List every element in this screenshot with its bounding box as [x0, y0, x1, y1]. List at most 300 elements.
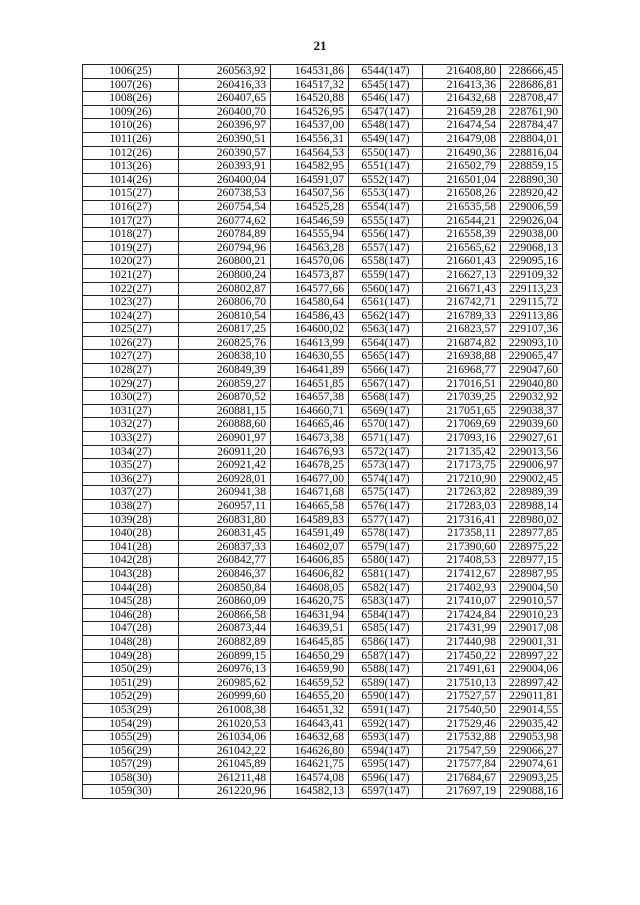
- point-id-cell: 6556(147): [349, 228, 423, 242]
- x-coordinate-cell: 261045,89: [179, 758, 271, 772]
- point-id-cell: 1031(27): [83, 404, 179, 418]
- table-row: [83, 595, 563, 609]
- x-coordinate-cell: 216508,26: [423, 187, 501, 201]
- y-coordinate-cell: 228997,22: [501, 649, 563, 663]
- table-row: [83, 92, 563, 106]
- point-id-cell: 1016(27): [83, 200, 179, 214]
- table-row: [83, 785, 563, 799]
- table-row: [83, 187, 563, 201]
- x-coordinate-cell: 260999,60: [179, 690, 271, 704]
- point-id-cell: 1047(28): [83, 622, 179, 636]
- x-coordinate-cell: 217069,69: [423, 418, 501, 432]
- y-coordinate-cell: 228890,30: [501, 173, 563, 187]
- table-row: [83, 377, 563, 391]
- table-row: [83, 323, 563, 337]
- point-id-cell: 1037(27): [83, 486, 179, 500]
- x-coordinate-cell: 216432,68: [423, 92, 501, 106]
- table-row: [83, 554, 563, 568]
- point-id-cell: 1026(27): [83, 336, 179, 350]
- x-coordinate-cell: 260899,15: [179, 649, 271, 663]
- point-id-cell: 1015(27): [83, 187, 179, 201]
- y-coordinate-cell: 164591,49: [271, 527, 349, 541]
- x-coordinate-cell: 260400,04: [179, 173, 271, 187]
- x-coordinate-cell: 260407,65: [179, 92, 271, 106]
- table-row: [83, 486, 563, 500]
- x-coordinate-cell: 260393,91: [179, 160, 271, 174]
- point-id-cell: 6589(147): [349, 676, 423, 690]
- x-coordinate-cell: 260806,70: [179, 296, 271, 310]
- point-id-cell: 6576(147): [349, 500, 423, 514]
- point-id-cell: 1019(27): [83, 241, 179, 255]
- table-row: [83, 622, 563, 636]
- x-coordinate-cell: 260849,39: [179, 364, 271, 378]
- x-coordinate-cell: 260985,62: [179, 676, 271, 690]
- y-coordinate-cell: 229010,23: [501, 608, 563, 622]
- x-coordinate-cell: 260825,76: [179, 336, 271, 350]
- y-coordinate-cell: 164665,46: [271, 418, 349, 432]
- point-id-cell: 6590(147): [349, 690, 423, 704]
- point-id-cell: 1040(28): [83, 527, 179, 541]
- y-coordinate-cell: 229107,36: [501, 323, 563, 337]
- y-coordinate-cell: 164665,58: [271, 500, 349, 514]
- x-coordinate-cell: 216823,57: [423, 323, 501, 337]
- point-id-cell: 6563(147): [349, 323, 423, 337]
- point-id-cell: 1041(28): [83, 540, 179, 554]
- x-coordinate-cell: 217263,82: [423, 486, 501, 500]
- y-coordinate-cell: 164651,85: [271, 377, 349, 391]
- point-id-cell: 1043(28): [83, 567, 179, 581]
- y-coordinate-cell: 228977,85: [501, 527, 563, 541]
- point-id-cell: 6593(147): [349, 731, 423, 745]
- coordinates-table: [82, 64, 563, 799]
- x-coordinate-cell: 216408,80: [423, 65, 501, 79]
- point-id-cell: 1024(27): [83, 309, 179, 323]
- x-coordinate-cell: 217316,41: [423, 513, 501, 527]
- y-coordinate-cell: 228980,02: [501, 513, 563, 527]
- y-coordinate-cell: 164582,95: [271, 160, 349, 174]
- point-id-cell: 6594(147): [349, 744, 423, 758]
- table-row: [83, 336, 563, 350]
- point-id-cell: 1038(27): [83, 500, 179, 514]
- x-coordinate-cell: 217283,03: [423, 500, 501, 514]
- table-row: [83, 105, 563, 119]
- table-row: [83, 418, 563, 432]
- point-id-cell: 1042(28): [83, 554, 179, 568]
- x-coordinate-cell: 261211,48: [179, 771, 271, 785]
- y-coordinate-cell: 164621,75: [271, 758, 349, 772]
- x-coordinate-cell: 216565,62: [423, 241, 501, 255]
- coordinates-table-body: [83, 65, 563, 799]
- point-id-cell: 6585(147): [349, 622, 423, 636]
- point-id-cell: 6566(147): [349, 364, 423, 378]
- x-coordinate-cell: 260866,58: [179, 608, 271, 622]
- table-row: [83, 65, 563, 79]
- point-id-cell: 6561(147): [349, 296, 423, 310]
- point-id-cell: 6587(147): [349, 649, 423, 663]
- y-coordinate-cell: 229006,59: [501, 200, 563, 214]
- y-coordinate-cell: 229027,61: [501, 432, 563, 446]
- y-coordinate-cell: 228686,81: [501, 78, 563, 92]
- point-id-cell: 1058(30): [83, 771, 179, 785]
- x-coordinate-cell: 216742,71: [423, 296, 501, 310]
- x-coordinate-cell: 260400,70: [179, 105, 271, 119]
- table-row: [83, 690, 563, 704]
- x-coordinate-cell: 216558,39: [423, 228, 501, 242]
- table-row: [83, 527, 563, 541]
- x-coordinate-cell: 216459,28: [423, 105, 501, 119]
- y-coordinate-cell: 229039,60: [501, 418, 563, 432]
- y-coordinate-cell: 228666,45: [501, 65, 563, 79]
- y-coordinate-cell: 164655,20: [271, 690, 349, 704]
- x-coordinate-cell: 217093,16: [423, 432, 501, 446]
- x-coordinate-cell: 260901,97: [179, 432, 271, 446]
- x-coordinate-cell: 260882,89: [179, 635, 271, 649]
- point-id-cell: 6567(147): [349, 377, 423, 391]
- table-row: [83, 472, 563, 486]
- point-id-cell: 6570(147): [349, 418, 423, 432]
- y-coordinate-cell: 229065,47: [501, 350, 563, 364]
- point-id-cell: 1045(28): [83, 595, 179, 609]
- x-coordinate-cell: 260888,60: [179, 418, 271, 432]
- point-id-cell: 6565(147): [349, 350, 423, 364]
- y-coordinate-cell: 229004,50: [501, 581, 563, 595]
- x-coordinate-cell: 260802,87: [179, 282, 271, 296]
- x-coordinate-cell: 260831,45: [179, 527, 271, 541]
- y-coordinate-cell: 164602,07: [271, 540, 349, 554]
- table-row: [83, 649, 563, 663]
- y-coordinate-cell: 164613,99: [271, 336, 349, 350]
- table-row: [83, 255, 563, 269]
- x-coordinate-cell: 217540,50: [423, 703, 501, 717]
- y-coordinate-cell: 164650,29: [271, 649, 349, 663]
- x-coordinate-cell: 216501,04: [423, 173, 501, 187]
- y-coordinate-cell: 229038,37: [501, 404, 563, 418]
- table-row: [83, 445, 563, 459]
- x-coordinate-cell: 217684,67: [423, 771, 501, 785]
- y-coordinate-cell: 164620,75: [271, 595, 349, 609]
- y-coordinate-cell: 229001,31: [501, 635, 563, 649]
- point-id-cell: 6578(147): [349, 527, 423, 541]
- point-id-cell: 1018(27): [83, 228, 179, 242]
- y-coordinate-cell: 228997,42: [501, 676, 563, 690]
- table-row: [83, 78, 563, 92]
- point-id-cell: 6588(147): [349, 663, 423, 677]
- y-coordinate-cell: 229053,98: [501, 731, 563, 745]
- x-coordinate-cell: 260859,27: [179, 377, 271, 391]
- table-row: [83, 635, 563, 649]
- point-id-cell: 1044(28): [83, 581, 179, 595]
- x-coordinate-cell: 217529,46: [423, 717, 501, 731]
- y-coordinate-cell: 229004,06: [501, 663, 563, 677]
- x-coordinate-cell: 260870,52: [179, 391, 271, 405]
- table-row: [83, 703, 563, 717]
- x-coordinate-cell: 217424,84: [423, 608, 501, 622]
- x-coordinate-cell: 217051,65: [423, 404, 501, 418]
- x-coordinate-cell: 260860,09: [179, 595, 271, 609]
- y-coordinate-cell: 228784,47: [501, 119, 563, 133]
- x-coordinate-cell: 217440,98: [423, 635, 501, 649]
- x-coordinate-cell: 217173,75: [423, 459, 501, 473]
- point-id-cell: 1056(29): [83, 744, 179, 758]
- table-row: [83, 160, 563, 174]
- y-coordinate-cell: 164676,93: [271, 445, 349, 459]
- y-coordinate-cell: 164537,00: [271, 119, 349, 133]
- table-row: [83, 228, 563, 242]
- y-coordinate-cell: 164657,38: [271, 391, 349, 405]
- point-id-cell: 6569(147): [349, 404, 423, 418]
- y-coordinate-cell: 164678,25: [271, 459, 349, 473]
- point-id-cell: 6597(147): [349, 785, 423, 799]
- x-coordinate-cell: 260846,37: [179, 567, 271, 581]
- y-coordinate-cell: 164570,06: [271, 255, 349, 269]
- y-coordinate-cell: 228920,42: [501, 187, 563, 201]
- y-coordinate-cell: 229011,81: [501, 690, 563, 704]
- point-id-cell: 1052(29): [83, 690, 179, 704]
- y-coordinate-cell: 229013,56: [501, 445, 563, 459]
- x-coordinate-cell: 216490,36: [423, 146, 501, 160]
- table-row: [83, 500, 563, 514]
- x-coordinate-cell: 216938,88: [423, 350, 501, 364]
- table-row: [83, 282, 563, 296]
- table-row: [83, 132, 563, 146]
- table-row: [83, 567, 563, 581]
- x-coordinate-cell: 216627,13: [423, 268, 501, 282]
- x-coordinate-cell: 260774,62: [179, 214, 271, 228]
- y-coordinate-cell: 164517,32: [271, 78, 349, 92]
- point-id-cell: 1008(26): [83, 92, 179, 106]
- x-coordinate-cell: 261220,96: [179, 785, 271, 799]
- table-row: [83, 758, 563, 772]
- y-coordinate-cell: 164582,13: [271, 785, 349, 799]
- x-coordinate-cell: 260396,97: [179, 119, 271, 133]
- x-coordinate-cell: 260390,51: [179, 132, 271, 146]
- table-row: [83, 608, 563, 622]
- x-coordinate-cell: 216479,08: [423, 132, 501, 146]
- point-id-cell: 6579(147): [349, 540, 423, 554]
- table-row: [83, 432, 563, 446]
- point-id-cell: 1053(29): [83, 703, 179, 717]
- x-coordinate-cell: 216968,77: [423, 364, 501, 378]
- y-coordinate-cell: 164643,41: [271, 717, 349, 731]
- x-coordinate-cell: 260838,10: [179, 350, 271, 364]
- point-id-cell: 1051(29): [83, 676, 179, 690]
- y-coordinate-cell: 164526,95: [271, 105, 349, 119]
- y-coordinate-cell: 164555,94: [271, 228, 349, 242]
- y-coordinate-cell: 228975,22: [501, 540, 563, 554]
- point-id-cell: 1006(25): [83, 65, 179, 79]
- x-coordinate-cell: 216789,33: [423, 309, 501, 323]
- table-row: [83, 241, 563, 255]
- y-coordinate-cell: 164626,80: [271, 744, 349, 758]
- y-coordinate-cell: 164591,07: [271, 173, 349, 187]
- point-id-cell: 1022(27): [83, 282, 179, 296]
- point-id-cell: 1020(27): [83, 255, 179, 269]
- y-coordinate-cell: 164645,85: [271, 635, 349, 649]
- y-coordinate-cell: 164563,28: [271, 241, 349, 255]
- table-row: [83, 404, 563, 418]
- y-coordinate-cell: 228708,47: [501, 92, 563, 106]
- point-id-cell: 6575(147): [349, 486, 423, 500]
- y-coordinate-cell: 228804,01: [501, 132, 563, 146]
- point-id-cell: 1032(27): [83, 418, 179, 432]
- point-id-cell: 6559(147): [349, 268, 423, 282]
- table-row: [83, 663, 563, 677]
- y-coordinate-cell: 164531,86: [271, 65, 349, 79]
- y-coordinate-cell: 164580,64: [271, 296, 349, 310]
- point-id-cell: 1017(27): [83, 214, 179, 228]
- x-coordinate-cell: 261042,22: [179, 744, 271, 758]
- y-coordinate-cell: 164606,85: [271, 554, 349, 568]
- table-row: [83, 717, 563, 731]
- y-coordinate-cell: 229040,80: [501, 377, 563, 391]
- y-coordinate-cell: 229093,25: [501, 771, 563, 785]
- y-coordinate-cell: 164520,88: [271, 92, 349, 106]
- y-coordinate-cell: 164659,90: [271, 663, 349, 677]
- y-coordinate-cell: 164632,68: [271, 731, 349, 745]
- point-id-cell: 1057(29): [83, 758, 179, 772]
- y-coordinate-cell: 229093,10: [501, 336, 563, 350]
- x-coordinate-cell: 217410,07: [423, 595, 501, 609]
- table-row: [83, 364, 563, 378]
- point-id-cell: 6548(147): [349, 119, 423, 133]
- y-coordinate-cell: 164525,28: [271, 200, 349, 214]
- table-row: [83, 200, 563, 214]
- y-coordinate-cell: 229095,16: [501, 255, 563, 269]
- x-coordinate-cell: 261020,53: [179, 717, 271, 731]
- x-coordinate-cell: 260837,33: [179, 540, 271, 554]
- y-coordinate-cell: 228816,04: [501, 146, 563, 160]
- y-coordinate-cell: 164639,51: [271, 622, 349, 636]
- x-coordinate-cell: 216502,79: [423, 160, 501, 174]
- point-id-cell: 6574(147): [349, 472, 423, 486]
- table-row: [83, 173, 563, 187]
- table-row: [83, 744, 563, 758]
- x-coordinate-cell: 216474,54: [423, 119, 501, 133]
- y-coordinate-cell: 164659,52: [271, 676, 349, 690]
- point-id-cell: 6571(147): [349, 432, 423, 446]
- y-coordinate-cell: 164660,71: [271, 404, 349, 418]
- point-id-cell: 1028(27): [83, 364, 179, 378]
- point-id-cell: 6583(147): [349, 595, 423, 609]
- y-coordinate-cell: 164630,55: [271, 350, 349, 364]
- x-coordinate-cell: 217547,59: [423, 744, 501, 758]
- point-id-cell: 6558(147): [349, 255, 423, 269]
- point-id-cell: 6572(147): [349, 445, 423, 459]
- x-coordinate-cell: 260784,89: [179, 228, 271, 242]
- x-coordinate-cell: 217039,25: [423, 391, 501, 405]
- x-coordinate-cell: 260563,92: [179, 65, 271, 79]
- x-coordinate-cell: 217527,57: [423, 690, 501, 704]
- x-coordinate-cell: 216535,58: [423, 200, 501, 214]
- table-row: [83, 540, 563, 554]
- y-coordinate-cell: 229017,08: [501, 622, 563, 636]
- point-id-cell: 1046(28): [83, 608, 179, 622]
- x-coordinate-cell: 260810,54: [179, 309, 271, 323]
- x-coordinate-cell: 217358,11: [423, 527, 501, 541]
- y-coordinate-cell: 164577,66: [271, 282, 349, 296]
- point-id-cell: 6564(147): [349, 336, 423, 350]
- x-coordinate-cell: 216544,21: [423, 214, 501, 228]
- point-id-cell: 1054(29): [83, 717, 179, 731]
- y-coordinate-cell: 229068,13: [501, 241, 563, 255]
- x-coordinate-cell: 260794,96: [179, 241, 271, 255]
- point-id-cell: 6551(147): [349, 160, 423, 174]
- x-coordinate-cell: 260850,84: [179, 581, 271, 595]
- y-coordinate-cell: 229115,72: [501, 296, 563, 310]
- table-row: [83, 268, 563, 282]
- x-coordinate-cell: 217390,60: [423, 540, 501, 554]
- y-coordinate-cell: 229113,23: [501, 282, 563, 296]
- y-coordinate-cell: 229002,45: [501, 472, 563, 486]
- point-id-cell: 1034(27): [83, 445, 179, 459]
- x-coordinate-cell: 217402,93: [423, 581, 501, 595]
- y-coordinate-cell: 164589,83: [271, 513, 349, 527]
- y-coordinate-cell: 164600,02: [271, 323, 349, 337]
- x-coordinate-cell: 260817,25: [179, 323, 271, 337]
- y-coordinate-cell: 229038,00: [501, 228, 563, 242]
- y-coordinate-cell: 228988,14: [501, 500, 563, 514]
- point-id-cell: 1050(29): [83, 663, 179, 677]
- x-coordinate-cell: 217697,19: [423, 785, 501, 799]
- table-row: [83, 214, 563, 228]
- point-id-cell: 1048(28): [83, 635, 179, 649]
- y-coordinate-cell: 229035,42: [501, 717, 563, 731]
- point-id-cell: 6584(147): [349, 608, 423, 622]
- table-row: [83, 350, 563, 364]
- y-coordinate-cell: 164546,59: [271, 214, 349, 228]
- table-row: [83, 119, 563, 133]
- point-id-cell: 1021(27): [83, 268, 179, 282]
- point-id-cell: 6544(147): [349, 65, 423, 79]
- point-id-cell: 6560(147): [349, 282, 423, 296]
- point-id-cell: 1033(27): [83, 432, 179, 446]
- point-id-cell: 1025(27): [83, 323, 179, 337]
- point-id-cell: 1036(27): [83, 472, 179, 486]
- x-coordinate-cell: 217510,13: [423, 676, 501, 690]
- x-coordinate-cell: 216413,36: [423, 78, 501, 92]
- point-id-cell: 6582(147): [349, 581, 423, 595]
- point-id-cell: 1035(27): [83, 459, 179, 473]
- y-coordinate-cell: 164507,56: [271, 187, 349, 201]
- point-id-cell: 6581(147): [349, 567, 423, 581]
- page-number: 21: [313, 38, 327, 53]
- x-coordinate-cell: 217491,61: [423, 663, 501, 677]
- point-id-cell: 6555(147): [349, 214, 423, 228]
- point-id-cell: 6552(147): [349, 173, 423, 187]
- y-coordinate-cell: 228987,95: [501, 567, 563, 581]
- point-id-cell: 6596(147): [349, 771, 423, 785]
- x-coordinate-cell: 217450,22: [423, 649, 501, 663]
- y-coordinate-cell: 164651,32: [271, 703, 349, 717]
- y-coordinate-cell: 164564,53: [271, 146, 349, 160]
- point-id-cell: 1013(26): [83, 160, 179, 174]
- point-id-cell: 1014(26): [83, 173, 179, 187]
- y-coordinate-cell: 164677,00: [271, 472, 349, 486]
- x-coordinate-cell: 261034,06: [179, 731, 271, 745]
- x-coordinate-cell: 216874,82: [423, 336, 501, 350]
- y-coordinate-cell: 228989,39: [501, 486, 563, 500]
- point-id-cell: 1027(27): [83, 350, 179, 364]
- point-id-cell: 1011(26): [83, 132, 179, 146]
- y-coordinate-cell: 164556,31: [271, 132, 349, 146]
- x-coordinate-cell: 217016,51: [423, 377, 501, 391]
- x-coordinate-cell: 261008,38: [179, 703, 271, 717]
- table-row: [83, 581, 563, 595]
- x-coordinate-cell: 260738,53: [179, 187, 271, 201]
- y-coordinate-cell: 164606,82: [271, 567, 349, 581]
- table-row: [83, 731, 563, 745]
- y-coordinate-cell: 164608,05: [271, 581, 349, 595]
